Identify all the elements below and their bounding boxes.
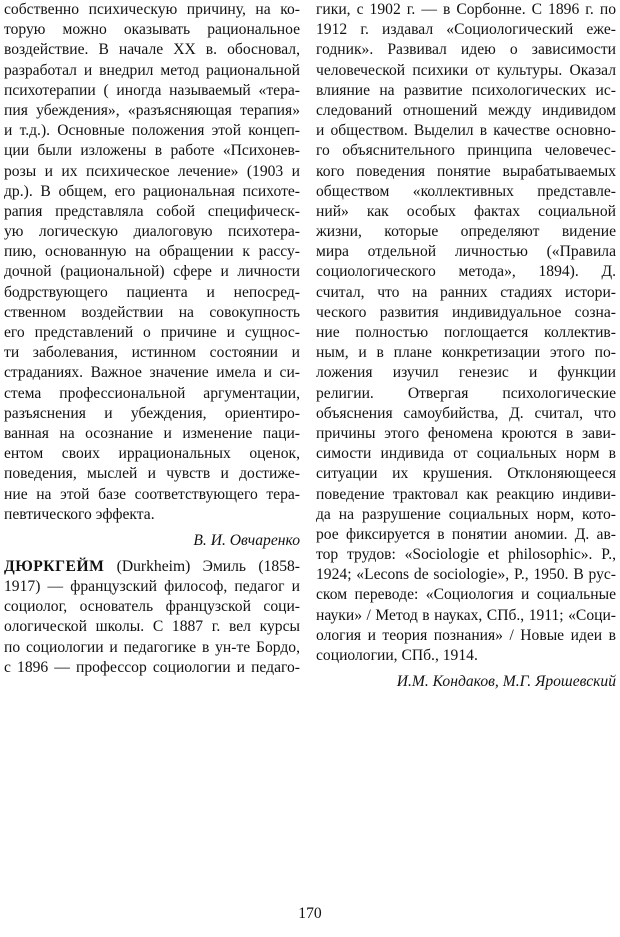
text-line: объяснения самоубийства, Д. считал, что [316, 404, 616, 422]
text-line: ложения изучил генезис и функции [316, 364, 616, 382]
text-line: розы и их психическое лечение» (1903 и [4, 162, 300, 180]
text-line: влияние на развитие психологических ис- [316, 81, 616, 99]
text-line: ние на этой базе соответствующего тера- [4, 485, 300, 503]
text-line: и т.д.). Основные положения этой концеп- [4, 122, 300, 140]
right-text-block [316, 0, 616, 666]
text-line: науки» / Метод в науках, СПб., 1911; «Соци- [316, 606, 616, 624]
left-column [4, 0, 300, 678]
right-column [316, 0, 616, 694]
text-line: ным, и в плане конкретизации этого по- [316, 344, 616, 362]
text-line: социологии, СПб., 1914. [316, 647, 478, 664]
text-line: мира отдельной личностью («Правила [316, 243, 616, 261]
text-line: ологической школы. С 1887 г. вел курсы [4, 618, 300, 636]
text-line: страданиях. Важное значение имела и си- [4, 364, 300, 382]
text-line: ситуации их крушения. Отклоняющееся [316, 465, 616, 483]
left-text-block [4, 0, 300, 525]
text-line: кого поведения понятие вырабатываемых [316, 162, 616, 180]
text-line: его представлений о причине и сущнос- [4, 324, 300, 341]
text-line: ние полностью поглощается коллектив- [316, 324, 616, 341]
text-line: поведение трактовал как реакцию индиви- [316, 485, 616, 503]
text-line: ции были изложены в работе «Психонев- [4, 142, 300, 160]
text-line: следований отношений между индивидом [316, 101, 616, 119]
text-line: человеческой психики от культуры. Оказал [316, 61, 616, 79]
text-line: 1912 г. издавал «Социологический еже- [316, 21, 616, 39]
author-signature: И.М. Кондаков, М.Г. Ярошевский [396, 673, 616, 691]
text-line: воздействие. В начале XX в. обосновал, [4, 41, 300, 59]
text-line: с 1896 — профессор социологии и педаго- [4, 658, 300, 676]
text-line: пия убеждения», «разъясняющая терапия» [4, 101, 300, 119]
text-line: торую можно оказывать рациональное [4, 21, 300, 39]
text-line: стема профессиональной аргументации, [4, 384, 300, 402]
text-line: по социологии и педагогике в ун-те Бордо, [4, 638, 300, 656]
text-line: да на разрушение социальных норм, кото- [316, 505, 616, 523]
text-line: социологического метода», 1894). Д. [316, 263, 616, 281]
text-line: религии. Отвергая психологические [316, 384, 616, 402]
text-line: 1924; «Lecons de sociologie», P., 1950. В рус- [316, 566, 616, 584]
text-line: ванная на осознание и изменение паци- [4, 424, 300, 442]
text-line: гики, с 1902 г. — в Сорбонне. С 1896 г. по [316, 1, 616, 18]
text-line: бодрствующего пациента и непосред- [4, 283, 300, 301]
text-line: причины этого феномена кроются в зави- [316, 424, 616, 442]
text-line: ти заболевания, истинном состоянии и [4, 344, 300, 362]
text-line: годник». Развивал идею о зависимости [316, 41, 616, 59]
text-line: тор трудов: «Sociologie et philosophic». P., [316, 546, 616, 564]
author-signature: В. И. Овчаренко [193, 531, 300, 549]
text-line: 1917) — французский философ, педагог и [4, 578, 300, 596]
text-line: ческого развития индивидуальное созна- [316, 303, 616, 321]
text-line: психотерапии ( иногда называемый «тера- [4, 81, 300, 99]
text-line: го объяснительного принципа человечес- [316, 142, 616, 160]
text-line: поведения, мыслей и чувств и достиже- [4, 465, 300, 483]
page-number: 170 [298, 905, 322, 922]
text-line: собственно психическую причину, на ко- [4, 1, 300, 18]
text-line: ентом своих иррациональных оценок, [4, 445, 300, 463]
text-line: симости индивида от социальных норм в [316, 445, 616, 463]
text-line: ология и теория познания» / Новые идеи в [316, 626, 616, 644]
text-line: рапия представляла собой специфическ- [4, 202, 300, 220]
text-line: и обществом. Выделил в качестве основно- [316, 122, 616, 140]
text-line: ском переводе: «Социология и социальные [316, 586, 616, 604]
text-line: др.). В общем, его рациональная психоте- [4, 182, 300, 200]
text-line: рое фиксируется в понятии аномии. Д. ав- [316, 525, 616, 543]
text-line: ственном воздействии на совокупность [4, 303, 300, 321]
text-line: разъяснения и убеждения, ориентиро- [4, 404, 300, 422]
text-line: ую логическую диалоговую психотера- [4, 223, 300, 241]
text-line: пию, основанную на обращении к рассу- [4, 243, 300, 261]
entry-first-line-rest: (Durkheim) Эмиль (1858- [104, 557, 300, 575]
entry-headword: ДЮРКГЕЙМ [4, 557, 105, 575]
text-line: дочной (рациональной) сфере и личности [4, 263, 300, 281]
entry-durkheim [4, 557, 300, 678]
text-line: считал, что на ранних стадиях истори- [316, 283, 616, 301]
entry-first-line [4, 557, 300, 577]
text-line: жизни, которые определяют видение [316, 223, 616, 241]
text-line: ний» как особых фактах социальной [316, 202, 616, 220]
text-line: социолог, основатель французской соци- [4, 598, 300, 616]
text-line: разработал и внедрил метод рациональной [4, 61, 300, 79]
text-line: певтического эффекта. [4, 505, 155, 523]
text-line: обществом «коллективных представле- [316, 182, 616, 200]
